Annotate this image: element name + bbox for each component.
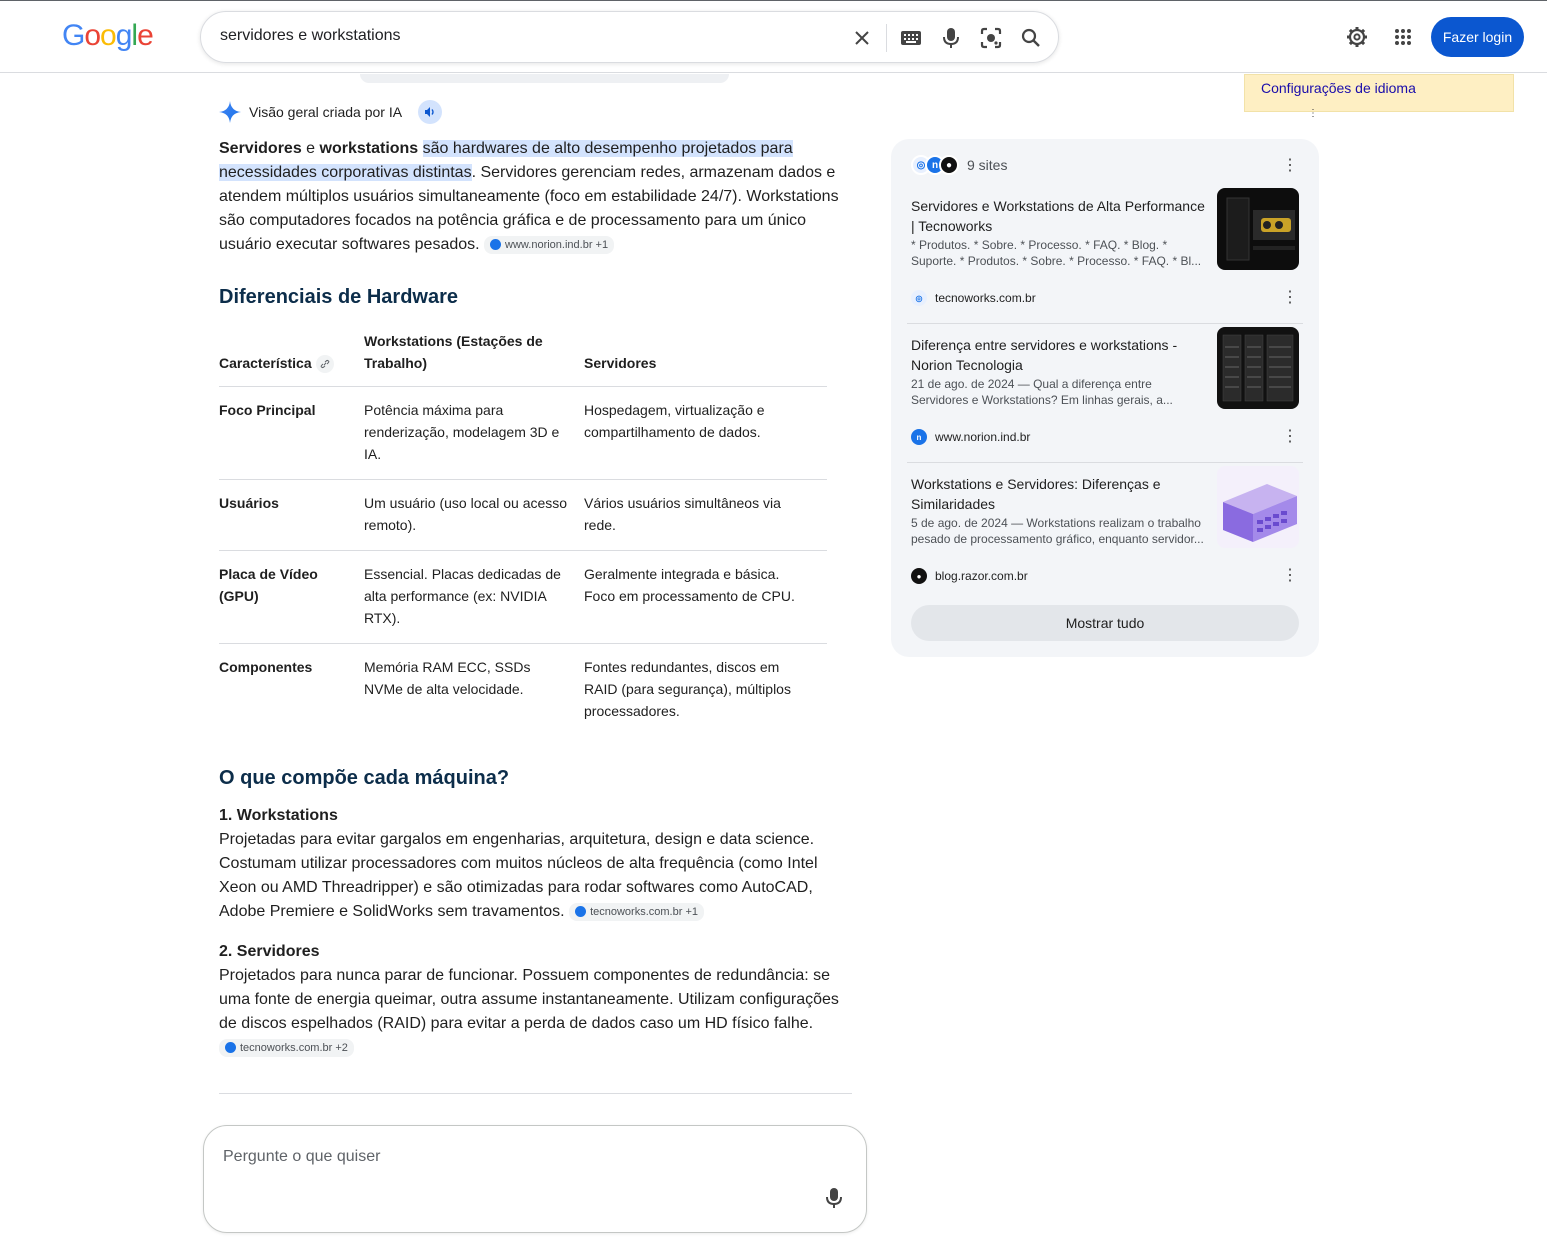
microphone-icon[interactable]	[937, 24, 965, 52]
divider	[907, 323, 1303, 324]
intro-text: e	[301, 140, 320, 157]
item-title: 2. Servidores	[219, 943, 320, 960]
source-thumbnail[interactable]	[1217, 188, 1299, 270]
logo-letter: o	[84, 19, 101, 52]
table-header	[219, 330, 364, 387]
login-button[interactable]: Fazer login	[1431, 17, 1524, 57]
more-options-icon[interactable]: ⋮	[1282, 157, 1298, 174]
source-domain[interactable]	[911, 429, 1030, 445]
source-snippet: 5 de ago. de 2024 — Workstations realizam o trabalho pesado de processamento gráfico, enquanto servidor...	[911, 516, 1204, 546]
source-chip[interactable]	[219, 1039, 354, 1057]
gemini-sparkle-icon	[219, 101, 241, 123]
table-header-row	[219, 330, 827, 387]
search-icon[interactable]	[1017, 24, 1045, 52]
sites-header[interactable]	[911, 155, 1007, 175]
settings-gear-icon[interactable]	[1343, 23, 1371, 51]
table-cell: Potência máxima para renderização, modelagem 3D e IA.	[364, 387, 584, 480]
logo-letter: o	[100, 19, 116, 52]
collapsed-panel-edge	[360, 74, 729, 83]
table-cell: Um usuário (uso local ou acesso remoto).	[364, 480, 584, 551]
intro-bold-servidores: Servidores	[219, 140, 302, 157]
tecnoworks-favicon-icon	[225, 1042, 236, 1053]
table-cell: Componentes	[219, 644, 364, 737]
header-label: Característica	[219, 355, 312, 371]
source-domain[interactable]	[911, 568, 1028, 584]
listen-speaker-icon[interactable]	[418, 100, 442, 124]
table-cell: Essencial. Placas dedicadas de alta performance (ex: NVIDIA RTX).	[364, 551, 584, 644]
show-all-button[interactable]: Mostrar tudo	[911, 605, 1299, 641]
tecnoworks-favicon-icon	[575, 906, 586, 917]
language-settings-banner	[1244, 74, 1514, 112]
comparison-table	[219, 330, 827, 736]
source-thumbnail[interactable]	[1217, 466, 1299, 548]
source-title[interactable]: Servidores e Workstations de Alta Performance | Tecnoworks	[911, 198, 1205, 234]
razor-favicon-icon: ●	[939, 155, 959, 175]
logo-letter: G	[62, 19, 85, 52]
tecnoworks-favicon-icon: ◎	[911, 290, 927, 306]
intro-highlight[interactable]: são hardwares de alto desempenho projetados para necessidades corporativas distintas	[219, 140, 793, 181]
table-cell: Foco Principal	[219, 387, 364, 480]
ai-overview-label	[219, 100, 442, 124]
more-options-icon[interactable]: ⋮	[1282, 428, 1298, 445]
source-thumbnail[interactable]	[1217, 327, 1299, 409]
norion-favicon-icon: n	[911, 429, 927, 445]
table-cell: Memória RAM ECC, SSDs NVMe de alta velocidade.	[364, 644, 584, 737]
more-options-icon[interactable]: ⋮	[1282, 567, 1298, 584]
table-cell: Geralmente integrada e básica. Foco em processamento de CPU.	[584, 551, 827, 644]
table-header: Servidores	[584, 355, 657, 371]
lens-camera-icon[interactable]	[977, 24, 1005, 52]
search-divider	[886, 24, 887, 52]
apps-grid-icon[interactable]	[1389, 23, 1417, 51]
intro-text	[418, 140, 422, 157]
norion-favicon-icon	[490, 239, 501, 250]
clear-icon[interactable]	[848, 24, 876, 52]
ask-placeholder: Pergunte o que quiser	[223, 1148, 381, 1165]
ask-followup-input[interactable]	[203, 1125, 867, 1233]
source-domain[interactable]	[911, 290, 1036, 306]
favicon-stack	[911, 155, 959, 175]
divider	[219, 1093, 852, 1094]
sites-count: 9 sites	[967, 157, 1008, 173]
domain-label: tecnoworks.com.br	[935, 291, 1036, 305]
section-heading: O que compõe cada máquina?	[219, 767, 510, 789]
razor-favicon-icon: ●	[911, 568, 927, 584]
source-title[interactable]: Workstations e Servidores: Diferenças e Similaridades	[911, 476, 1161, 512]
logo-letter: g	[115, 19, 132, 52]
language-settings-link[interactable]: Configurações de idioma	[1261, 80, 1416, 96]
search-input[interactable]	[200, 11, 1059, 63]
microphone-icon[interactable]	[826, 1187, 842, 1214]
table-row	[219, 480, 827, 551]
link-icon[interactable]	[316, 355, 334, 373]
workstations-section	[219, 804, 844, 924]
tecnoworks-favicon-icon: ◎	[911, 155, 931, 175]
intro-bold-workstations: workstations	[319, 140, 419, 157]
item-text: Projetadas para evitar gargalos em engenharias, arquitetura, design e data science. Costumam utilizar processadores com muitos núcleos de alta frequência (como Intel Xeon ou AMD Threadripper) e são otimizadas para rodar softwares como AutoCAD, Adobe Premiere e SolidWorks sem travamentos.	[219, 831, 818, 920]
source-chip-label: www.norion.ind.br +1	[505, 238, 609, 251]
ai-overview-intro	[219, 137, 844, 257]
servidores-section	[219, 940, 844, 1060]
source-chip[interactable]	[569, 903, 704, 921]
item-text: Projetados para nunca parar de funcionar. Possuem componentes de redundância: se uma fonte de energia queimar, outra assume instantaneamente. Utilizam configurações de discos espelhados (RAID) para evitar a perda de dados caso um HD físico falhe.	[219, 967, 839, 1032]
table-row	[219, 644, 827, 737]
domain-label: www.norion.ind.br	[935, 430, 1031, 444]
source-snippet: * Produtos. * Sobre. * Processo. * FAQ. * Blog. * Suporte. * Produtos. * Sobre. * Processo. * FAQ. * Bl...	[911, 238, 1202, 268]
table-header: Workstations (Estações de Trabalho)	[364, 333, 543, 371]
google-logo[interactable]	[62, 19, 153, 53]
search-header	[0, 1, 1547, 73]
table-cell: Usuários	[219, 480, 364, 551]
domain-label: blog.razor.com.br	[935, 569, 1028, 583]
table-cell: Hospedagem, virtualização e compartilhamento de dados.	[584, 387, 827, 480]
norion-favicon-icon: n	[925, 155, 945, 175]
divider	[907, 462, 1303, 463]
table-cell: Fontes redundantes, discos em RAID (para segurança), múltiplos processadores.	[584, 644, 827, 737]
section-heading: Diferenciais de Hardware	[219, 286, 458, 308]
source-chip[interactable]	[484, 236, 614, 254]
source-chip-label: tecnoworks.com.br +1	[590, 905, 698, 918]
table-row	[219, 387, 827, 480]
logo-letter: e	[137, 19, 153, 52]
source-snippet: 21 de ago. de 2024 — Qual a diferença entre Servidores e Workstations? Em linhas gerais, a...	[911, 377, 1173, 407]
item-title: 1. Workstations	[219, 807, 338, 824]
more-options-icon[interactable]: ⋮	[1282, 289, 1298, 306]
table-cell: Placa de Vídeo (GPU)	[219, 551, 364, 644]
logo-letter: l	[131, 19, 138, 52]
search-query[interactable]: servidores e workstations	[220, 27, 401, 44]
sources-panel	[891, 139, 1319, 657]
table-row	[219, 551, 827, 644]
ai-overview-title: Visão geral criada por IA	[249, 104, 403, 120]
more-options-icon[interactable]: ⋮	[1308, 108, 1318, 119]
keyboard-icon[interactable]	[897, 24, 925, 52]
source-chip-label: tecnoworks.com.br +2	[240, 1041, 348, 1054]
table-cell: Vários usuários simultâneos via rede.	[584, 480, 827, 551]
source-title[interactable]: Diferença entre servidores e workstations - Norion Tecnologia	[911, 337, 1178, 373]
intro-text: . Servidores gerenciam redes, armazenam dados e atendem múltiplos usuários simultaneamente (foco em estabilidade 24/7). Workstations são computadores focados na potência gráfica e de processamento para um único usuário executar softwares pesados.	[219, 164, 839, 253]
